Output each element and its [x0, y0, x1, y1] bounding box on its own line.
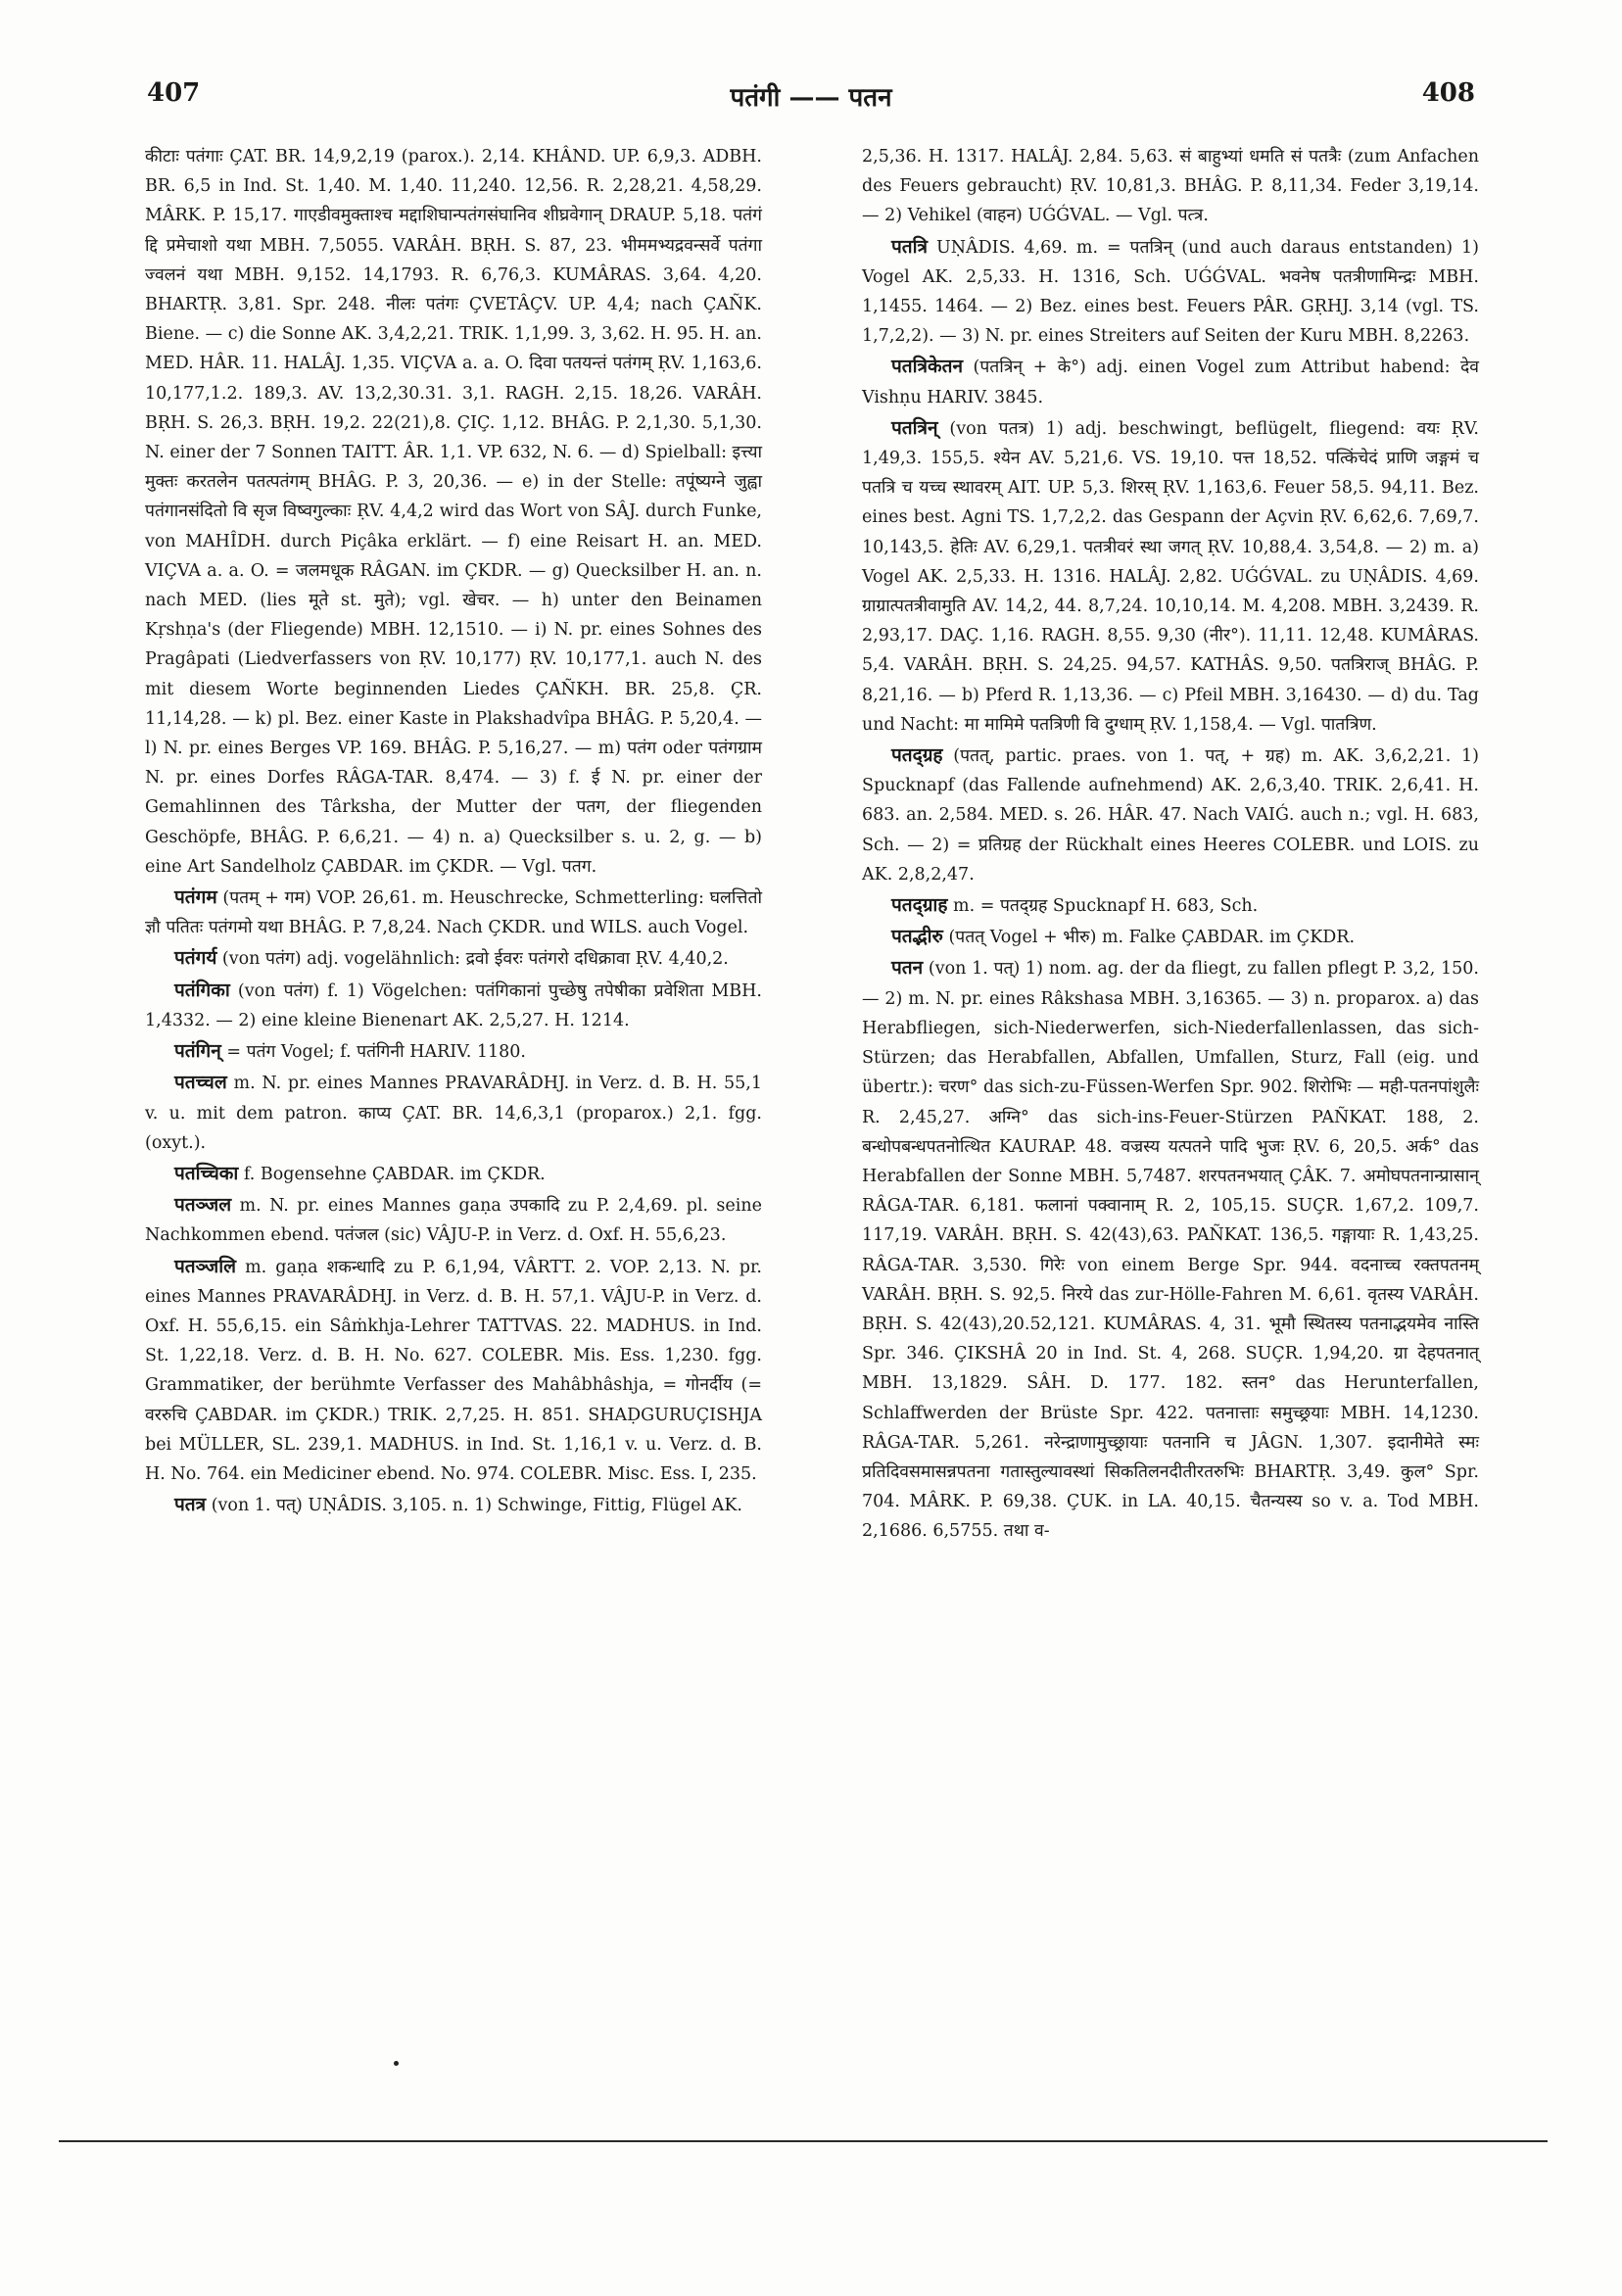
headword: पतत्रिन् [891, 416, 938, 439]
entry-patadgraha-2: पतद्ग्राह m. = पतद्ग्रह Spucknapf H. 683, Sch. [891, 894, 1259, 917]
headword: पतद्ग्रह [891, 744, 943, 767]
headword: पतत्र [174, 1494, 207, 1516]
headword: पतत्रिकेतन [891, 356, 963, 378]
entry-patadgraha: पतद्ग्रह (पतत्, partic. praes. von 1. पत्, + ग्रह) m. AK. 3,6,2,21. 1) Spucknapf (das Fallende aufnehmend) AK. 2,6,3,40. TRIK. 2,6,41. H. 683. an. 2,584. MED. s. 26. HÂR. 47. Nach VAIǴ. auch n.; vgl. H. 683, Sch. — 2) = प्रतिग्रह der Rückhalt eines Heeres COLEBR. und LOIS. zu AK. 2,8,2,47. [862, 744, 1479, 885]
headword: पतच्चिका [174, 1162, 239, 1184]
entry-patacchala: पतच्चल m. N. pr. eines Mannes PRAVARÂDHJ. in Verz. d. B. H. 55,1 v. u. mit dem patron. काप्य ÇAT. BR. 14,6,3,1 (proparox.) 2,1. fgg. (oxyt.). [145, 1072, 762, 1153]
headword: पतद्भीरु [891, 926, 943, 948]
headword: पतंगम [174, 886, 217, 909]
entry-patangarya: पतंगर्य (von पतंग) adj. vogelähnlich: द्रवो ईवरः पतंगरो दधिक्रावा ṚV. 4,40,2. [174, 947, 729, 970]
entry-patangama: पतंगम (पतम् + गम) VOP. 26,61. m. Heuschrecke, Schmetterling: घलत्तितो ज्ञौ पतितः पतंगमो यथा BHÂG. P. 7,8,24. Nach ÇKDR. und WILS. auch Vogel. [145, 886, 762, 938]
headword: पतंगर्य [174, 947, 217, 970]
headword: पतद्ग्राह [891, 894, 948, 917]
headword: पतंगिन् [174, 1040, 221, 1063]
headword: पतच्चल [174, 1072, 227, 1094]
entry-patatri: पतत्रि UṆÂDIS. 4,69. m. = पतत्रिन् (und auch daraus entstanden) 1) Vogel AK. 2,5,33. H. 1316, Sch. UǴǴVAL. भवनेष पतत्रीणामिन्द्रः MBH. 1,1455. 1464. — 2) Bez. eines best. Feuers PÂR. GṚHJ. 3,14 (vgl. TS. 1,7,2,2). — 3) N. pr. eines Streiters auf Seiten der Kuru MBH. 8,2263. [862, 235, 1479, 347]
print-speck [394, 2061, 399, 2066]
entry-patatriketana: पतत्रिकेतन (पतत्रिन् + के°) adj. einen Vogel zum Attribut habend: देव Vishṇu HARIV. 3845. [862, 356, 1479, 407]
headword: पतत्रि [891, 235, 929, 258]
entry-patangika: पतंगिका (von पतंग) f. 1) Vögelchen: पतंगिकानां पुच्छेषु तपेषीका प्रवेशिता MBH. 1,4332. — 2) eine kleine Bienenart AK. 2,5,27. H. 1214. [145, 979, 762, 1030]
page-number-left: 407 [147, 78, 201, 108]
bottom-rule [59, 2140, 1548, 2142]
page-header [147, 78, 1475, 118]
headword: पतन [891, 957, 924, 980]
page-number-right: 408 [1421, 78, 1475, 108]
entry-continuation: कीटाः पतंगाः ÇAT. BR. 14,9,2,19 (parox.). 2,14. KHÂND. UP. 6,9,3. ADBH. BR. 6,5 in Ind. St. 1,40. M. 1,40. 11,240. 12,56. R. 2,28,21. 4,58,29. MÂRK. P. 15,17. गाएडीवमुक्ताश्च मद्दाशिघान्पतंगसंघानिव शीघ्रवेगान् DRAUP. 5,18. पतंगं द्दि प्रमेचाशो यथा MBH. 7,5055. VARÂH. BṚH. S. 87, 23. भीममभ्यद्रवन्सर्वे पतंगा ज्वलनं यथा MBH. 9,152. 14,1793. R. 6,76,3. KUMÂRAS. 3,64. 4,20. BHARTṚ. 3,81. Spr. 248. नीलः पतंगः ÇVETÂÇV. UP. 4,4; nach ÇAÑK. Biene. — c) die Sonne AK. 3,4,2,21. TRIK. 1,1,99. 3, 3,62. H. 95. H. an. MED. HÂR. 11. HALÂJ. 1,35. VIÇVA a. a. O. दिवा पतयन्तं पतंगम् ṚV. 1,163,6. 10,177,1.2. 189,3. AV. 13,2,30.31. 3,1. RAGH. 2,15. 18,26. VARÂH. BṚH. S. 26,3. BṚH. 19,2. 22(21),8. ÇIÇ. 1,12. BHÂG. P. 2,1,30. 5,1,30. N. einer der 7 Sonnen TAITT. ÂR. 1,1. VP. 632, N. 6. — d) Spielball: इत्त्या मुक्तः करतलेन पतत्पतंगम् BHÂG. P. 3, 20,36. — e) in der Stelle: तपूंष्यग्ने जुह्वा पतंगानसंदितो वि सृज विष्वगुल्काः ṚV. 4,4,2 wird das Wort von SÂJ. durch Funke, von MAHÎDH. durch Piçâka erklärt. — f) eine Reisart H. an. MED. VIÇVA a. a. O. = जलमधूक RÂGAN. im ÇKDR. — g) Quecksilber H. an. n. nach MED. (lies मूते st. मुते); vgl. खेचर. — h) unter den Beinamen Kṛshṇa's (der Fliegende) MBH. 12,1510. — i) N. pr. eines Sohnes des Pragâpati (Liedverfassers von ṚV. 10,177) ṚV. 10,177,1. auch N. des mit diesem Worte beginnenden Liedes ÇAÑKH. BR. 25,8. ÇR. 11,14,28. — k) pl. Bez. einer Kaste in Plakshadvîpa BHÂG. P. 5,20,4. — l) N. pr. eines Berges VP. 169. BHÂG. P. 5,16,27. — m) पतंग oder पतंगग्राम N. pr. eines Dorfes RÂGA-TAR. 8,474. — 3) f. ई N. pr. einer der Gemahlinnen des Târksha, der Mutter der पतग, der fliegenden Geschöpfe, BHÂG. P. 6,6,21. — 4) n. a) Quecksilber s. u. 2, g. — b) eine Art Sandelholz ÇABDAR. im ÇKDR. — Vgl. पतग. [145, 147, 762, 877]
entry-patadbhiru: पतद्भीरु (पतत् Vogel + भीरु) m. Falke ÇABDAR. im ÇKDR. [891, 926, 1356, 948]
right-column [862, 142, 1479, 1548]
entry-continuation: 2,5,36. H. 1317. HALÂJ. 2,84. 5,63. सं बाहुभ्यां धमति सं पतत्रैः (zum Anfachen des Feuers gebraucht) ṚV. 10,81,3. BHÂG. P. 8,11,34. Feder 3,19,14. — 2) Vehikel (वाहन) UǴǴVAL. — Vgl. पत्त्र. [862, 147, 1479, 226]
left-column [145, 142, 762, 1521]
entry-patangin: पतंगिन् = पतंग Vogel; f. पतंगिनी HARIV. 1180. [174, 1040, 526, 1063]
headword: पतञ्जल [174, 1194, 232, 1217]
entry-patanjali: पतञ्जलि m. gaṇa शकन्धादि zu P. 6,1,94, VÂRTT. 2. VOP. 2,13. N. pr. eines Mannes PRAVARÂDHJ. in Verz. d. B. H. 57,1. VÂJU-P. in Verz. d. Oxf. H. 55,6,15. ein Sâṁkhja-Lehrer TATTVAS. 22. MADHUS. in Ind. St. 1,22,18. Verz. d. B. H. No. 627. COLEBR. Mis. Ess. 1,230. fgg. Grammatiker, der berühmte Verfasser des Mahâbhâshja, = गोनर्दीय (= वररुचि ÇABDAR. im ÇKDR.) TRIK. 2,7,25. H. 851. SHAḌGURUÇISHJA bei MÜLLER, SL. 239,1. MADHUS. in Ind. St. 1,16,1 v. u. Verz. d. B. H. No. 764. ein Mediciner ebend. No. 974. COLEBR. Misc. Ess. I, 235. [145, 1255, 762, 1484]
entry-patanjala: पतञ्जल m. N. pr. eines Mannes gaṇa उपकादि zu P. 2,4,69. pl. seine Nachkommen ebend. पतंजल (sic) VÂJU-P. in Verz. d. Oxf. H. 55,6,23. [145, 1194, 762, 1246]
entry-patatrin: पतत्रिन् (von पतत्र) 1) adj. beschwingt, beflügelt, fliegend: वयः ṚV. 1,49,3. 155,5. श्येन AV. 5,21,6. VS. 19,10. पत्त 18,52. पत्किंचेदं प्राणि जङ्गमं च पतत्रि च यच्च स्थावरम् AIT. UP. 5,3. शिरस् ṚV. 1,163,6. Feuer 58,5. 94,11. Bez. eines best. Agni TS. 1,7,2,2. das Gespann der Açvin ṚV. 6,62,6. 7,69,7. 10,143,5. हेतिः AV. 6,29,1. पतत्रीवरं स्था जगत् ṚV. 10,88,4. 3,54,8. — 2) m. a) Vogel AK. 2,5,33. H. 1316. HALÂJ. 2,82. UǴǴVAL. zu UṆÂDIS. 4,69. ग्राग्रात्पतत्रीवामुति AV. 14,2, 44. 8,7,24. 10,10,14. M. 4,208. MBH. 3,2439. R. 2,93,17. DAÇ. 1,16. RAGH. 8,55. 9,30 (नीर°). 11,11. 12,48. KUMÂRAS. 5,4. VARÂH. BṚH. S. 24,25. 94,57. KATHÂS. 9,50. पतत्रिराज् BHÂG. P. 8,21,16. — b) Pferd R. 1,13,36. — c) Pfeil MBH. 3,16430. — d) du. Tag und Nacht: मा मामिमे पतत्रिणी वि दुग्धाम् ṚV. 1,158,4. — Vgl. पातत्रिण. [862, 416, 1479, 735]
headword: पतंगिका [174, 979, 230, 1001]
entry-patacchika: पतच्चिका f. Bogensehne ÇABDAR. im ÇKDR. [174, 1162, 546, 1184]
entry-patana: पतन (von 1. पत्) 1) nom. ag. der da fliegt, zu fallen pflegt P. 3,2, 150. — 2) m. N. pr. eines Râkshasa MBH. 3,16365. — 3) n. proparox. a) das Herabfliegen, sich-Niederwerfen, sich-Niederfallenlassen, das sich-Stürzen; das Herabfallen, Abfallen, Umfallen, Sturz, Fall (eig. und übertr.): चरण° das sich-zu-Füssen-Werfen Spr. 902. शिरोभिः — मही-पतनपांशुलैः R. 2,45,27. अग्नि° das sich-ins-Feuer-Stürzen PAÑKAT. 188, 2. बन्धोपबन्धपतनोत्थित KAURAP. 48. वज्रस्य यत्पतने पादि भुजः ṚV. 6, 20,5. अर्क° das Herabfallen der Sonne MBH. 5,7487. शरपतनभयात् ÇÂK. 7. अमोघपतनान्प्रासान् RÂGA-TAR. 6,181. फलानां पक्वानाम् R. 2, 105,15. SUÇR. 1,67,2. 109,7. 117,19. VARÂH. BṚH. S. 42(43),63. PAÑKAT. 136,5. गङ्गायाः R. 1,43,25. RÂGA-TAR. 3,530. गिरेः von einem Berge Spr. 944. वदनाच्च रक्तपतनम् VARÂH. BṚH. S. 92,5. निरये das zur-Hölle-Fahren M. 6,61. वृतस्य VARÂH. BṚH. S. 42(43),20.52,121. KUMÂRAS. 4, 31. भूमौ स्थितस्य पतनाद्भयमेव नास्ति Spr. 346. ÇIKSHÂ 20 in Ind. St. 4, 268. SUÇR. 1,94,20. ग्रा देहपतनात् MBH. 13,1829. SÂH. D. 177. 182. स्तन° das Herunterfallen, Schlaffwerden der Brüste Spr. 422. पतनात्ताः समुच्छ्रयाः MBH. 14,1230. RÂGA-TAR. 5,261. नरेन्द्राणामुच्छ्रायाः पतनानि च JÂGN. 1,307. इदानीमेते स्मः प्रतिदिवसमासन्नपतना गतास्तुल्यावस्थां सिकतिलनदीतीरतरुभिः BHARTṚ. 3,49. कुल° Spr. 704. MÂRK. P. 69,38. ÇUK. in LA. 40,15. चैतन्यस्य so v. a. Tod MBH. 2,1686. 6,5755. तथा व- [862, 957, 1479, 1542]
running-title: पतंगी —— पतन [730, 83, 892, 113]
headword: पतञ्जलि [174, 1255, 237, 1277]
entry-patatra: पतत्र (von 1. पत्) UṆÂDIS. 3,105. n. 1) Schwinge, Fittig, Flügel AK. [174, 1494, 742, 1516]
